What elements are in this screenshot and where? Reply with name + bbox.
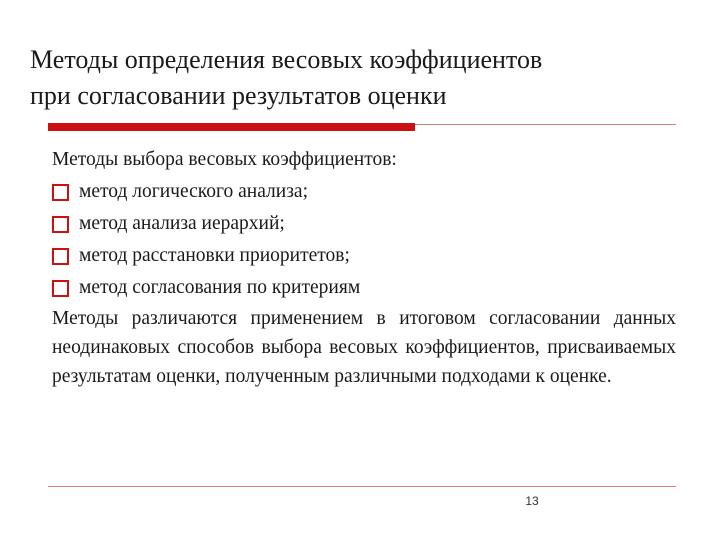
list-item-label: метод согласования по критериям — [79, 277, 361, 298]
title-divider-accent — [48, 123, 415, 131]
footer-divider — [48, 486, 676, 487]
list-item — [52, 176, 676, 208]
checkbox-square-icon — [52, 280, 69, 297]
checkbox-square-icon — [52, 184, 69, 201]
slide-title-line-2: при согласовании результатов оценки — [30, 81, 447, 110]
list-item — [52, 240, 676, 272]
slide-body — [52, 144, 676, 391]
page-number: 13 — [525, 494, 539, 508]
methods-list — [52, 176, 676, 304]
list-item-label: метод анализа иерархий; — [79, 213, 285, 234]
slide-title-line-1: Методы определения весовых коэффициентов — [30, 45, 543, 74]
slide-title — [30, 42, 690, 114]
list-item — [52, 272, 676, 304]
list-item-label: метод логического анализа; — [79, 181, 308, 202]
intro-text: Методы выбора весовых коэффициентов: — [52, 149, 397, 170]
list-item-label: метод расстановки приоритетов; — [79, 245, 350, 266]
checkbox-square-icon — [52, 248, 69, 265]
list-item — [52, 208, 676, 240]
checkbox-square-icon — [52, 216, 69, 233]
summary-paragraph: Методы различаются применением в итоговом согласовании данных неодинаковых способов выбора весовых коэффициентов, присваиваемых результатам оценки, полученным различными подходами к оценке. — [52, 308, 676, 387]
